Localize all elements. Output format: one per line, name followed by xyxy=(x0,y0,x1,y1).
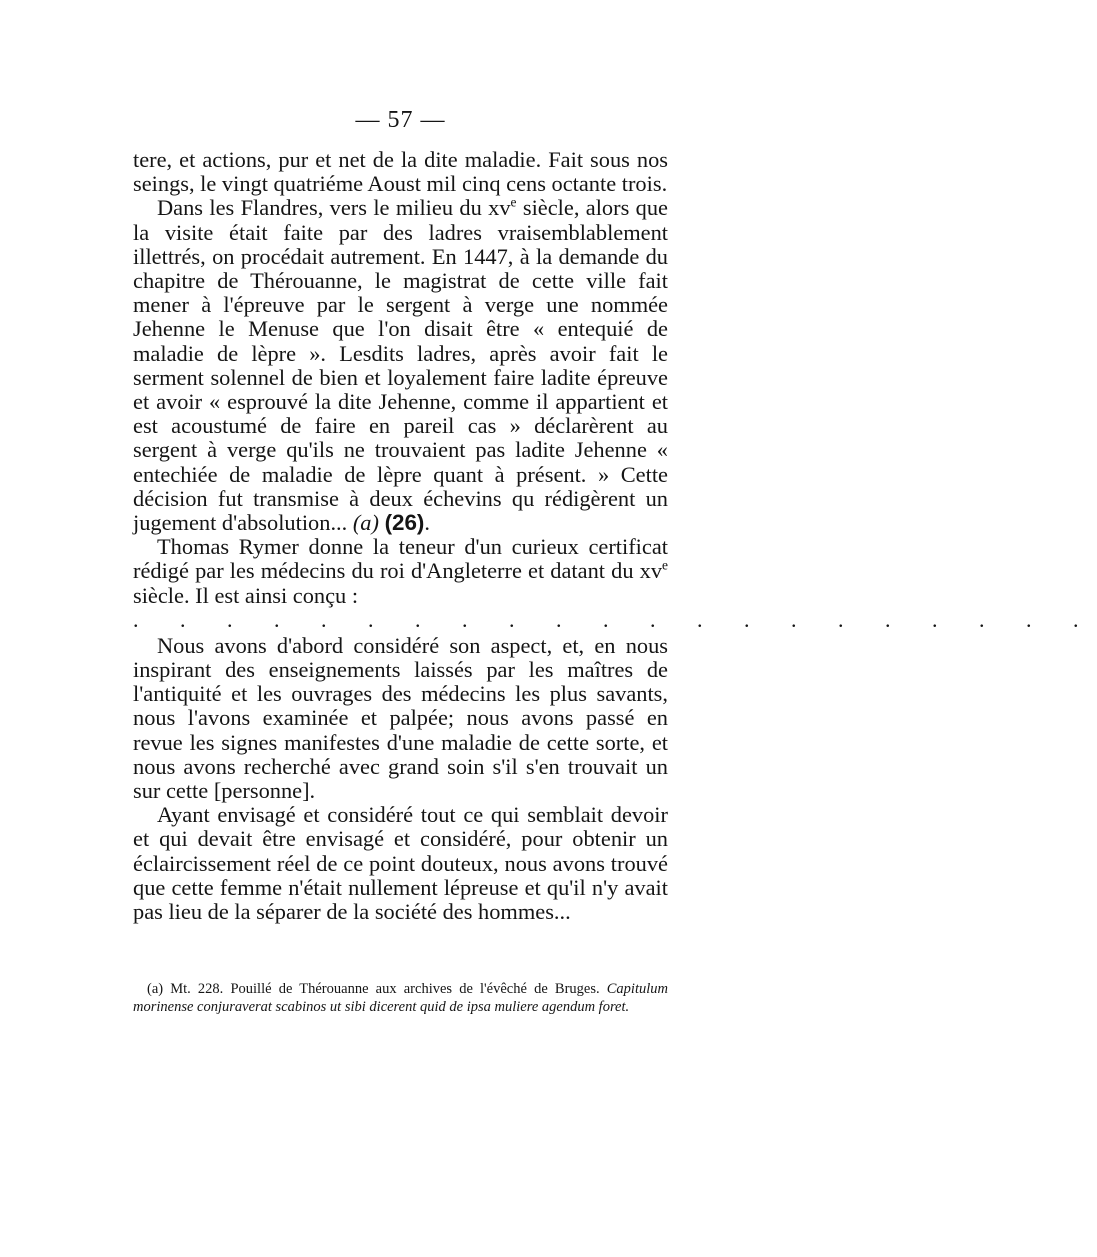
footnote-text: Mt. 228. Pouillé de Thérouanne aux archives de l'évêché de Bruges. xyxy=(163,981,600,998)
century-superscript: e xyxy=(662,557,668,573)
paragraph-3-text-b: siècle. Il est ainsi conçu : xyxy=(133,582,359,608)
footnote-reference: (a) xyxy=(352,510,379,536)
paragraph-1 xyxy=(133,148,668,196)
paragraph-1-text: tere, et actions, pur et net de la dite maladie. Fait sous nos seings, le vingt quatriéme Aoust mil cinq cens octante trois. xyxy=(133,147,668,197)
paragraph-3-text-a: Thomas Rymer donne la teneur d'un curieux certificat rédigé par les médecins du roi d'Angleterre et datant du xv xyxy=(133,534,668,584)
page xyxy=(133,100,1097,1016)
paragraph-2 xyxy=(133,196,668,535)
quote-paragraph-2: Ayant envisagé et considéré tout ce qui semblait devoir et qui devait être envisagé et considéré, pour obtenir un éclaircissement réel de ce point douteux, nous avons trouvé que cette femme n'était nullement lépreuse et qu'il n'y avait pas lieu de la séparer de la société des hommes... xyxy=(133,802,668,925)
footnote-marker: (a) xyxy=(147,981,164,998)
footnote xyxy=(133,980,668,1016)
century-superscript: e xyxy=(510,194,517,210)
paragraph-2-text-b: siècle, alors que la visite était faite par des ladres vraisemblablement illettrés, on procédait autrement. En 1447, à la demande du chapitre de Thérouanne, le magistrat de cette ville fait mener à l'épreuve par le sergent à verge une nommée Jehenne le Menuse que l'on disait être « entequié de maladie de lèpre ». Lesdits ladres, après avoir fait le serment solennel de bien et loyalement faire ladite épreuve et avoir « esprouvé la dite Jehenne, comme il appartient et est acoustumé de faire en pareil cas » déclarèrent au sergent à verge qu'ils ne trouvaient pas ladite Jehenne « entechiée de maladie de lèpre quant à présent. » Cette décision fut transmise à deux échevins qu rédigèrent un jugement d'absolution... xyxy=(133,195,668,536)
quote-paragraph-1: Nous avons d'abord considéré son aspect, et, en nous inspirant des enseignements laissés par les maîtres de l'antiquité et les ouvrages des médecins les plus savants, nous l'avons examinée et palpée; nous avons passé en revue les signes manifestes d'une maladie de cette sorte, et nous avons recherché avec grand soin s'il s'en trouvait un sur cette [personne]. xyxy=(133,632,668,804)
paragraph-3 xyxy=(133,535,668,608)
page-number: — 57 — xyxy=(355,107,446,133)
footnotes xyxy=(133,980,668,1016)
citation-reference: (26) xyxy=(384,510,425,536)
paragraph-2-text-a: Dans les Flandres, vers le milieu du xv xyxy=(157,195,511,221)
footnote-latin: Capitulum morinense conjuraverat scabinos ut sibi dicerent quid de ipsa muliere agendum foret. xyxy=(133,981,668,1016)
ellipsis-line: . . . . . . . . . . . . . . . . . . . . . xyxy=(133,606,1097,632)
paragraph-2-end: . xyxy=(424,510,430,536)
